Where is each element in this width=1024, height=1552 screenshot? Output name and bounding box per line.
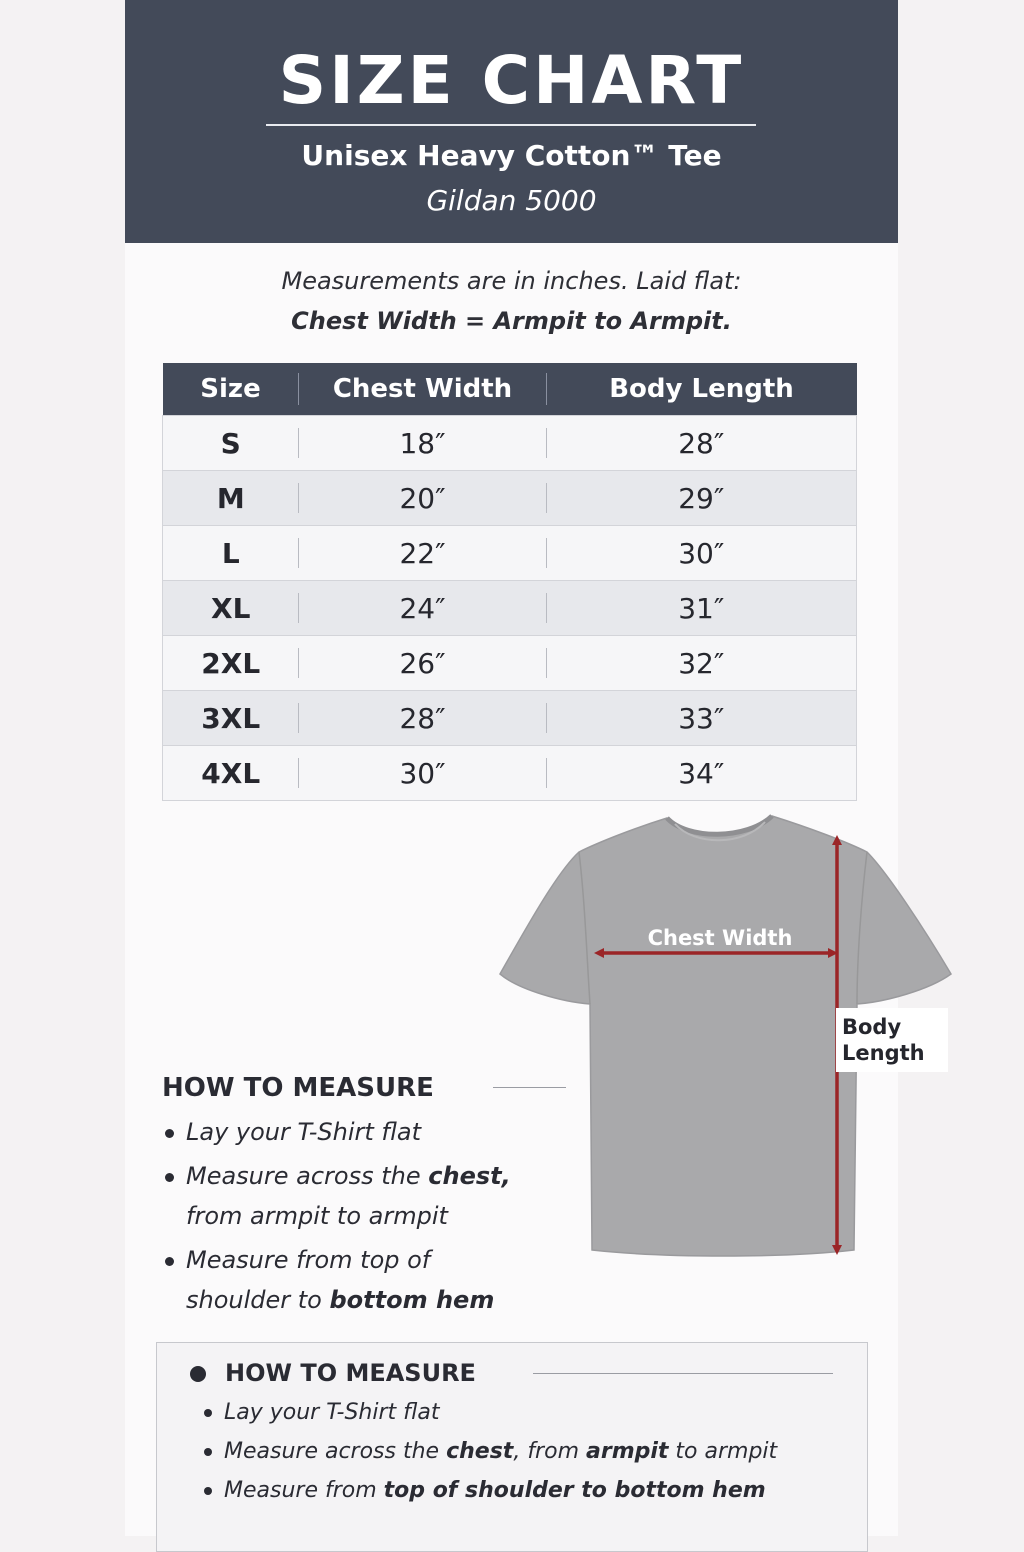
item-text: , from — [513, 1439, 586, 1464]
item-text: Measure across the — [186, 1162, 429, 1190]
length-cell: 34″ — [547, 746, 857, 801]
item-text: Lay your T-Shirt flat — [224, 1400, 440, 1425]
size-cell: XL — [163, 581, 299, 636]
item-emphasis: chest, — [428, 1162, 511, 1190]
item-emphasis: top of shoulder to bottom hem — [383, 1478, 766, 1503]
table-row — [163, 691, 857, 746]
list-item — [202, 1432, 862, 1471]
size-cell: L — [163, 526, 299, 581]
table-row — [163, 416, 857, 471]
measurement-definition: Chest Width = Armpit to Armpit. — [291, 307, 732, 335]
table-row — [163, 746, 857, 801]
length-cell: 28″ — [547, 416, 857, 471]
box-heading: HOW TO MEASURE — [225, 1359, 476, 1387]
bullet-icon — [190, 1366, 206, 1382]
list-item — [202, 1471, 862, 1510]
item-text: shoulder to — [186, 1286, 330, 1314]
body-length-label-line2: Length — [842, 1041, 925, 1065]
title-divider — [266, 124, 756, 126]
header-body-length: Body Length — [547, 363, 857, 416]
measurement-note: Measurements are in inches. Laid flat: — [281, 267, 742, 295]
list-item — [162, 1240, 582, 1320]
size-cell: 2XL — [163, 636, 299, 691]
chart-header — [125, 0, 898, 243]
table-header-row — [163, 363, 857, 416]
chest-cell: 30″ — [299, 746, 547, 801]
table-row — [163, 471, 857, 526]
length-cell: 32″ — [547, 636, 857, 691]
chest-cell: 18″ — [299, 416, 547, 471]
body-length-label-line1: Body — [842, 1015, 902, 1039]
chest-cell: 28″ — [299, 691, 547, 746]
how-to-measure-heading: HOW TO MEASURE — [162, 1073, 434, 1103]
header-size: Size — [163, 363, 299, 416]
size-cell: 4XL — [163, 746, 299, 801]
product-model: Gildan 5000 — [426, 184, 597, 217]
box-list — [202, 1393, 862, 1510]
item-text: Lay your T-Shirt flat — [186, 1118, 422, 1146]
list-item — [162, 1112, 582, 1152]
item-text: from armpit to armpit — [186, 1202, 448, 1230]
item-text: to armpit — [668, 1439, 778, 1464]
size-cell: S — [163, 416, 299, 471]
item-text: Measure from — [224, 1478, 384, 1503]
length-cell: 29″ — [547, 471, 857, 526]
size-cell: M — [163, 471, 299, 526]
chest-cell: 26″ — [299, 636, 547, 691]
item-text: Measure from top of — [186, 1246, 431, 1274]
header-chest-width: Chest Width — [299, 363, 547, 416]
item-emphasis: chest — [446, 1439, 514, 1464]
item-emphasis: bottom hem — [329, 1286, 495, 1314]
size-cell: 3XL — [163, 691, 299, 746]
length-cell: 33″ — [547, 691, 857, 746]
body-length-label — [836, 1008, 948, 1072]
item-text: Measure across the — [224, 1439, 447, 1464]
table-row — [163, 636, 857, 691]
chest-cell: 24″ — [299, 581, 547, 636]
box-heading-divider — [533, 1373, 833, 1374]
list-item — [202, 1393, 862, 1432]
length-cell: 30″ — [547, 526, 857, 581]
chest-cell: 22″ — [299, 526, 547, 581]
how-to-measure-list — [162, 1112, 582, 1320]
chest-cell: 20″ — [299, 471, 547, 526]
item-emphasis: armpit — [586, 1439, 669, 1464]
product-name: Unisex Heavy Cotton™ Tee — [301, 139, 722, 172]
heading-divider — [493, 1087, 566, 1088]
table-row — [163, 581, 857, 636]
chest-width-label: Chest Width — [647, 926, 793, 950]
length-cell: 31″ — [547, 581, 857, 636]
list-item — [162, 1156, 582, 1236]
table-row — [163, 526, 857, 581]
page-title: SIZE CHART — [278, 42, 745, 119]
size-table — [162, 363, 857, 801]
